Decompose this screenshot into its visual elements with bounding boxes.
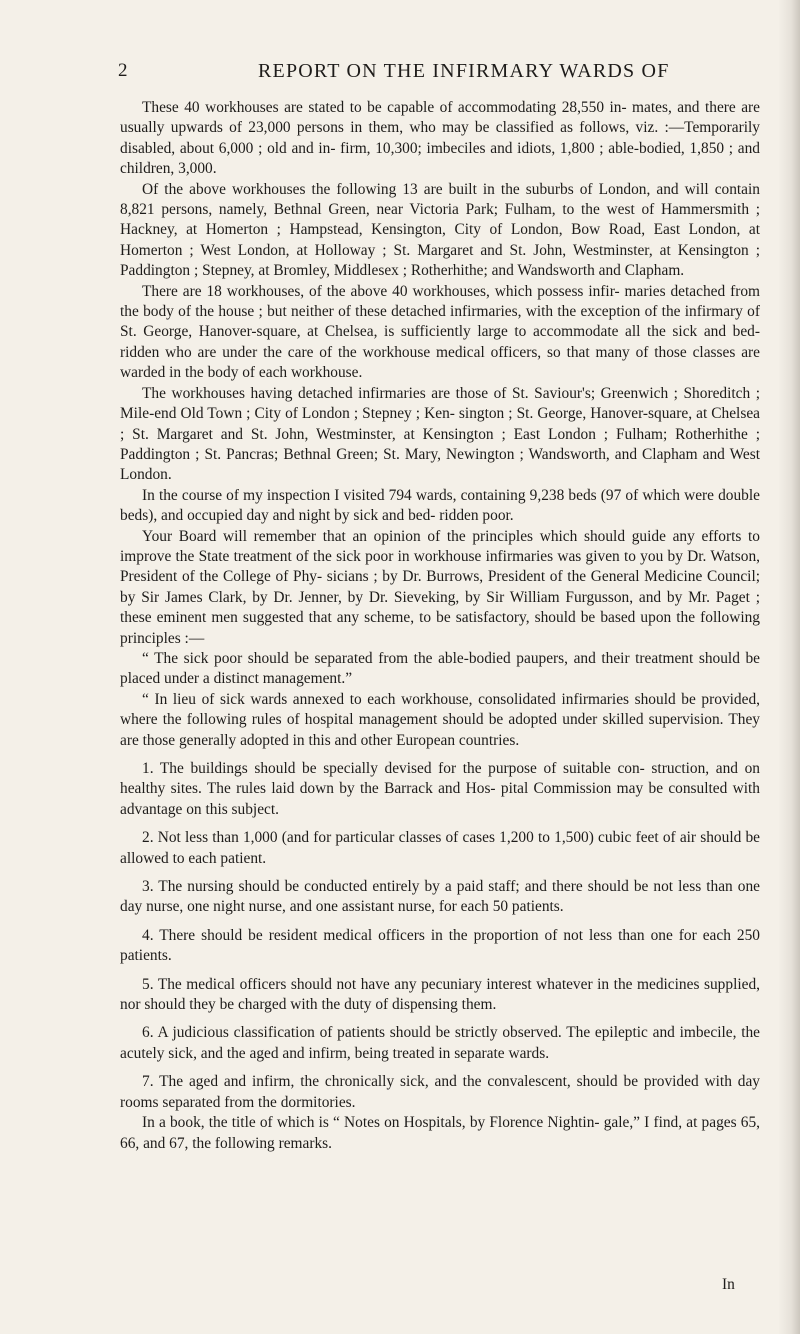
paragraph-suburban-workhouses: Of the above workhouses the following 13 are built in the suburbs of London, and will contain 8,821 persons, namely, Bethnal Green, near Victoria Park; Fulham, to the west of Hammersmith ; Hackney, at Homerton ; Hampstead, Kensington, City of London, Bow Road, East London, at Homerton ; West London, at Holloway ; St. Margaret and St. John, Westminster, at Kensington ; Paddington ; Stepney, at Bromley, Middlesex ; Rotherhithe; and Wandsworth and Clapham. — [120, 180, 760, 280]
page-edge-shadow — [778, 0, 800, 1334]
running-title: REPORT ON THE INFIRMARY WARDS OF — [258, 60, 670, 82]
rule-item: 6. A judicious classification of patients should be strictly observed. The epileptic and imbecile, the acutely sick, and the aged and infirm, being treated in separate wards. — [120, 1024, 760, 1062]
rule-item: 4. There should be resident medical officers in the proportion of not less than one for each 250 patients. — [120, 926, 760, 965]
paragraph-detached-infirmaries: There are 18 workhouses, of the above 40 workhouses, which possess infir- maries detached from the body of the house ; but neither of these detached infirmaries, with the exception of the infirmary of St. George, Hanover-square, at Chelsea, is sufficiently large to accommodate all the sick and bed-ridden who are under the care of the workhouse medical officers, so that many of those classes are warded in the body of each workhouse. — [120, 282, 760, 382]
page-number: 2 — [118, 60, 128, 81]
rule-item: 3. The nursing should be conducted entirely by a paid staff; and there should be not less than one day nurse, one night nurse, and one assistant nurse, for each 50 patients. — [120, 878, 760, 916]
page-header — [118, 60, 760, 90]
paragraph-board-opinion: Your Board will remember that an opinion of the principles which should guide any efforts to improve the State treatment of the sick poor in workhouse infirmaries was given to you by Dr. Watson, President of the College of Phy- sicians ; by Dr. Burrows, President of the General Medicine Council; by Sir James Clark, by Dr. Jenner, by Dr. Sieveking, by Sir William Furgusson, and by Mr. Paget ; these eminent men suggested that any scheme, to be satisfactory, should be based upon the following principles :— — [120, 527, 760, 647]
rule-item: 7. The aged and infirm, the chronically sick, and the convalescent, should be provided with day rooms separated from the dormitories. — [120, 1073, 760, 1111]
paragraph-inspection: In the course of my inspection I visited 794 wards, containing 9,238 beds (97 of which were double beds), and occupied day and night by sick and bed- ridden poor. — [120, 486, 760, 525]
paragraph-quote-infirmaries: “ In lieu of sick wards annexed to each workhouse, consolidated infirmaries should be provided, where the following rules of hospital management should be adopted under skilled supervision. They are those generally adopted in this and other European countries. — [120, 690, 760, 749]
rule-item: 1. The buildings should be specially devised for the purpose of suitable con- struction, and on healthy sites. The rules laid down by the Barrack and Hos- pital Commission may be consulted with advantage on this subject. — [120, 760, 760, 818]
paragraph-quote-sick-poor: “ The sick poor should be separated from the able-bodied paupers, and their treatment should be placed under a distinct management.” — [120, 649, 760, 688]
paragraph-workhouse-list: The workhouses having detached infirmaries are those of St. Saviour's; Greenwich ; Shoreditch ; Mile-end Old Town ; City of London ; Stepney ; Ken- sington ; St. George, Hanover-square, at Chelsea ; St. Margaret and St. John, Westminster, at Kensington ; East London ; Fulham; Rotherhithe ; Paddington ; St. Pancras; Bethnal Green; St. Mary, Newington ; Wandsworth, and Clapham and West London. — [120, 384, 760, 484]
rule-item: 2. Not less than 1,000 (and for particular classes of cases 1,200 to 1,500) cubic feet of air should be allowed to each patient. — [120, 829, 760, 867]
catchword: In — [722, 1276, 735, 1293]
body-text — [120, 98, 760, 1154]
paragraph-capacity: These 40 workhouses are stated to be capable of accommodating 28,550 in- mates, and there are usually upwards of 23,000 persons in them, who may be classified as follows, viz. :—Temporarily disabled, about 6,000 ; old and in- firm, 10,300; imbeciles and idiots, 1,800 ; able-bodied, 1,850 ; and children, 3,000. — [120, 99, 760, 178]
rule-item: 5. The medical officers should not have any pecuniary interest whatever in the medicines supplied, nor should they be charged with the duty of dispensing them. — [120, 975, 760, 1014]
paragraph-closing: In a book, the title of which is “ Notes on Hospitals, by Florence Nightin- gale,” I find, at pages 65, 66, and 67, the following remarks. — [120, 1114, 760, 1152]
